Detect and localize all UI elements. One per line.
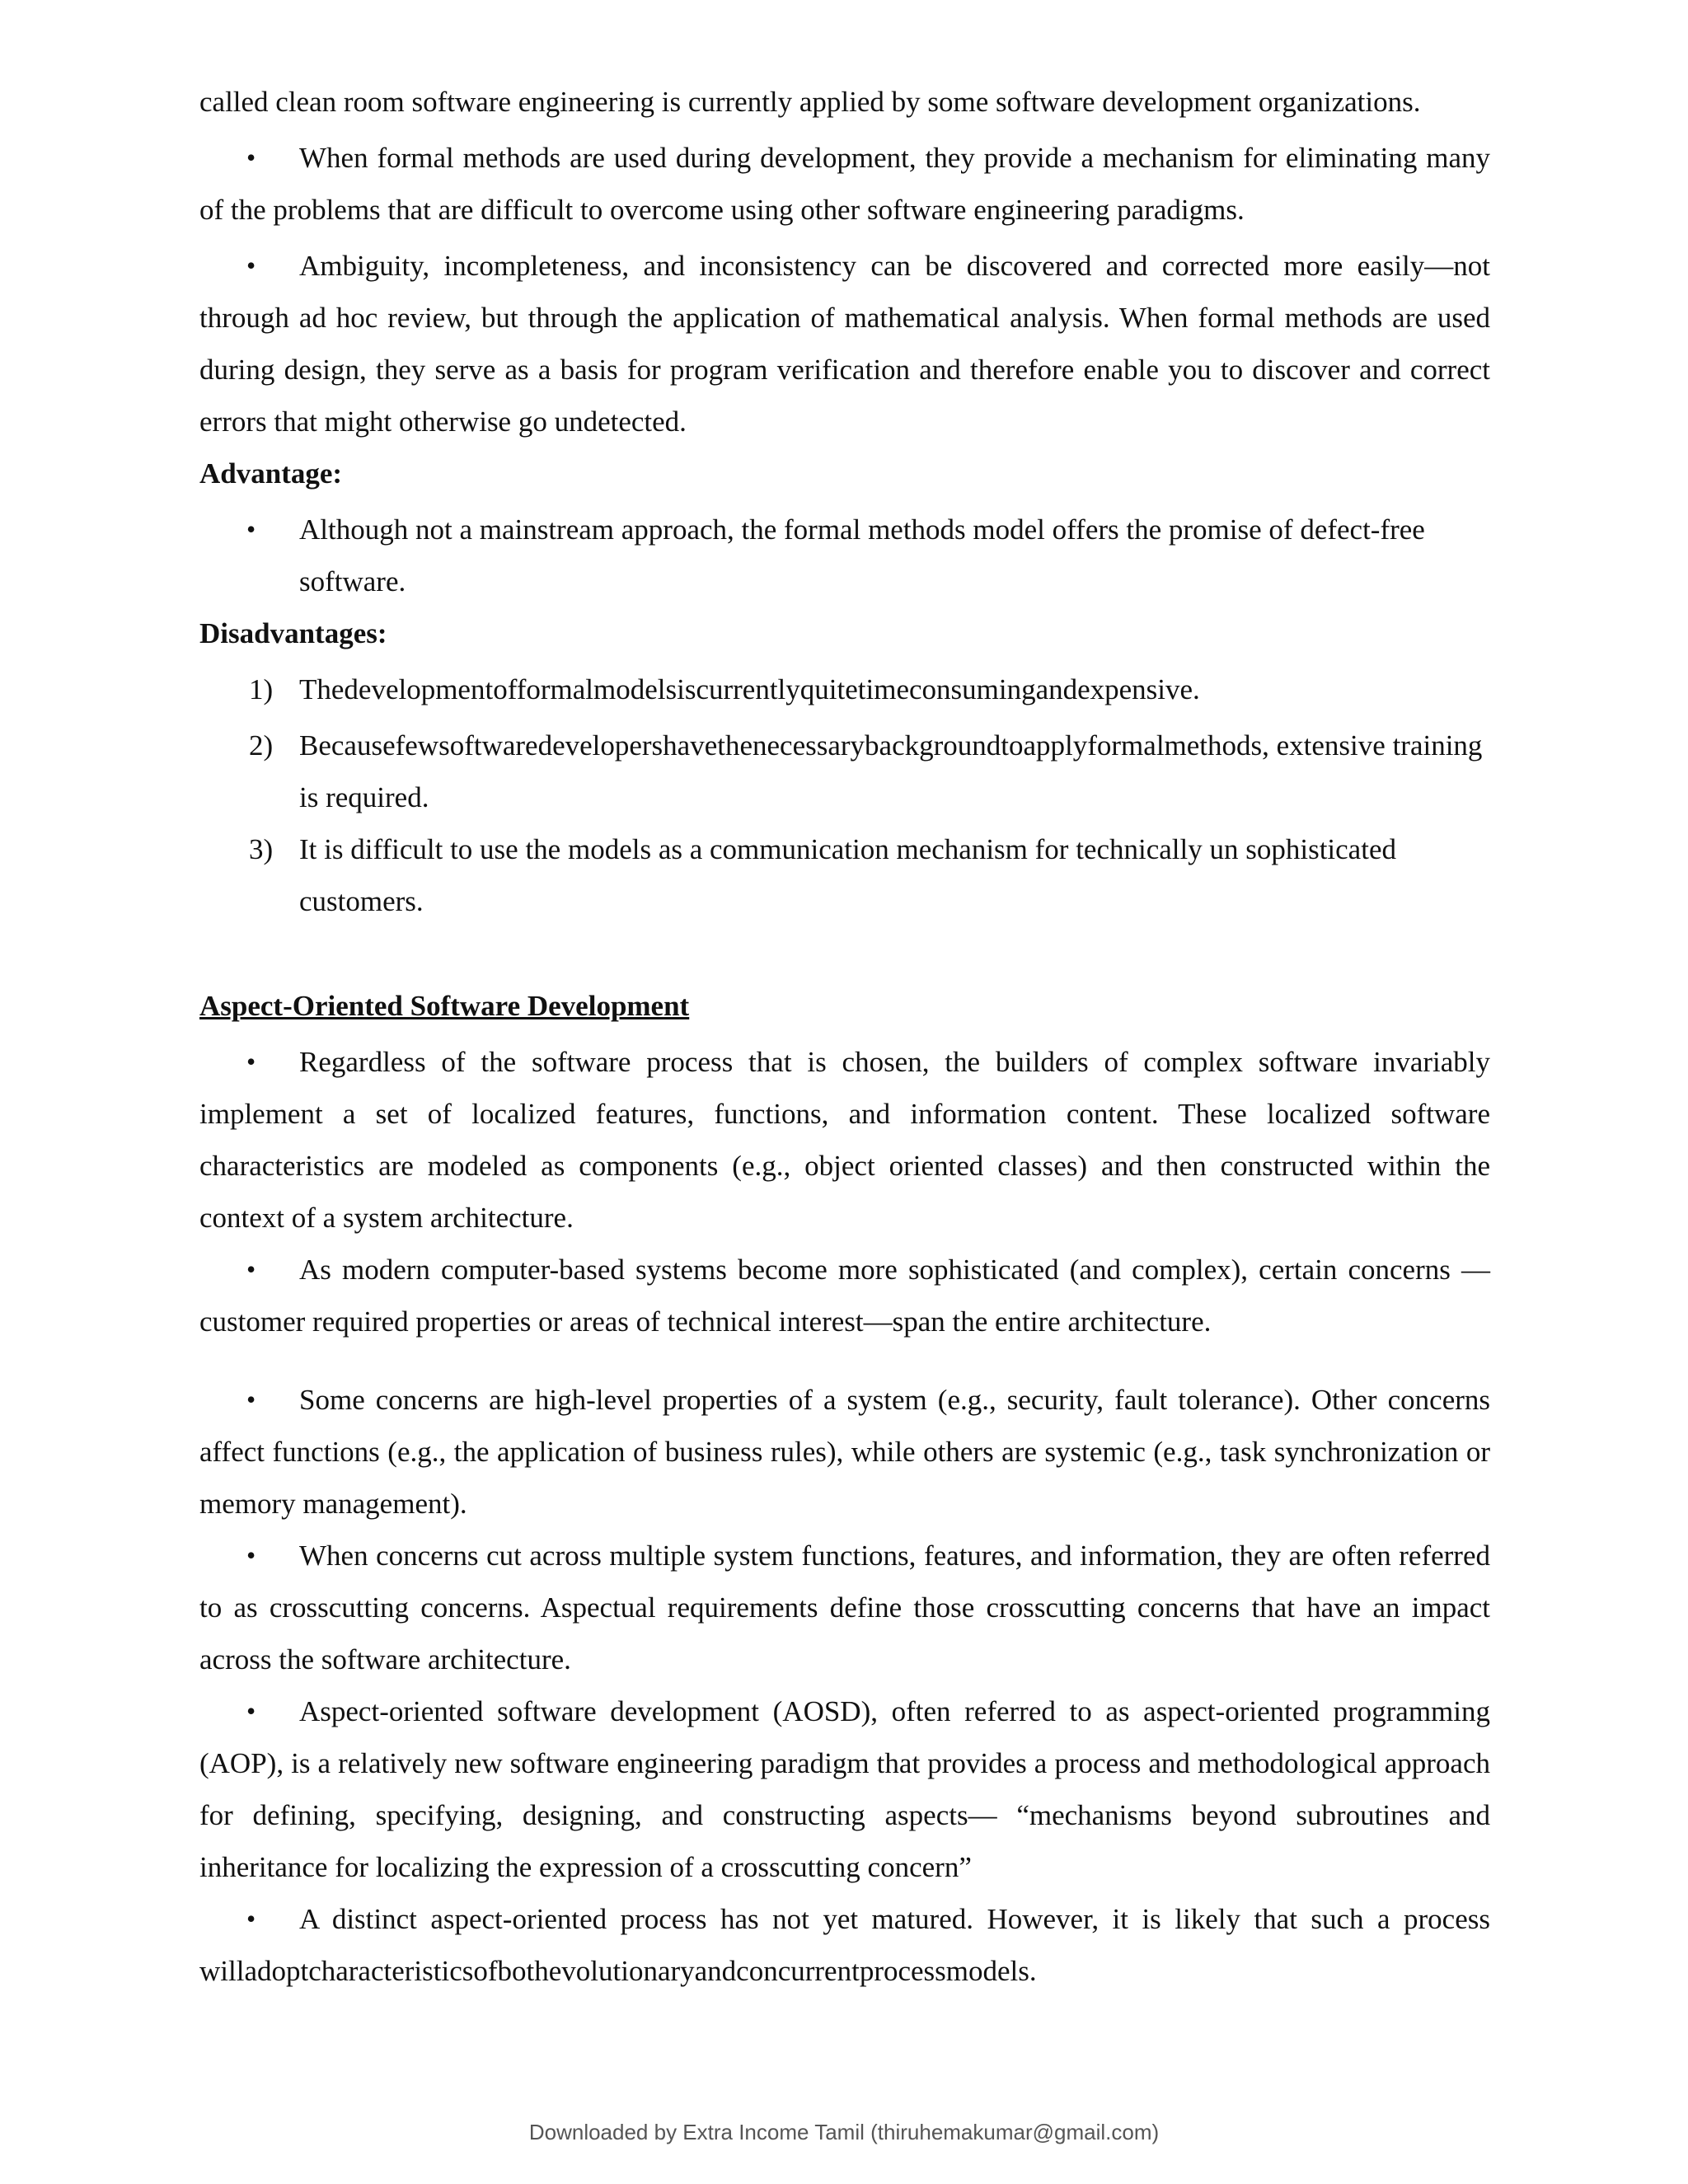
list-item xyxy=(199,1685,1490,1893)
bullet-icon: • xyxy=(246,1904,256,1933)
advantage-label: Advantage: xyxy=(199,457,343,490)
bullet-icon: • xyxy=(246,143,256,172)
list-item xyxy=(199,1893,1490,1997)
list-item xyxy=(199,132,1490,236)
item-number: 2) xyxy=(249,729,274,762)
list-item xyxy=(199,1244,1490,1347)
item-text: It is difficult to use the models as a communication mechanism for technically un sophisticated customers. xyxy=(299,833,1396,917)
bullet-icon: • xyxy=(246,1254,256,1284)
intro-line: called clean room software engineering is currently applied by some software development organizations. xyxy=(199,86,1421,118)
download-footer: Downloaded by Extra Income Tamil (thiruhemakumar@gmail.com) xyxy=(528,2120,1160,2144)
bullet-text: As modern computer-based systems become more sophisticated (and complex), certain concerns —customer required properties or areas of technical interest—span the entire architecture. xyxy=(199,1254,1490,1338)
bullet-text: A distinct aspect-oriented process has not yet matured. However, it is likely that such a process willadoptcharacteristicsofbothevolutionaryandconcurrentprocessmodels. xyxy=(199,1903,1490,1987)
bullet-icon: • xyxy=(246,1696,256,1726)
item-number: 1) xyxy=(249,673,274,705)
item-number: 3) xyxy=(249,833,274,865)
numbered-item xyxy=(199,823,1490,927)
bullet-icon: • xyxy=(246,1385,256,1414)
bullet-text: Aspect-oriented software development (AOSD), often referred to as aspect-oriented programming (AOP), is a relatively new software engineering paradigm that provides a process and methodological approach for defining, specifying, designing, and constructing aspects— “mechanisms beyond subroutines and inheritance for localizing the expression of a crosscutting concern” xyxy=(199,1695,1490,1883)
list-item xyxy=(199,504,1490,607)
bullet-icon: • xyxy=(246,251,256,280)
document-body xyxy=(199,76,1490,1997)
item-text: Becausefewsoftwaredevelopershavethenecessarybackgroundtoapplyformalmethods, extensive training is required. xyxy=(299,729,1483,813)
disadvantages-label: Disadvantages: xyxy=(199,617,387,649)
numbered-item xyxy=(199,719,1490,823)
bullet-text: Ambiguity, incompleteness, and inconsistency can be discovered and corrected more easily—not through ad hoc review, but through the application of mathematical analysis. When formal methods are used during design, they serve as a basis for program verification and therefore enable you to discover and correct errors that might otherwise go undetected. xyxy=(199,250,1490,438)
section-heading: Aspect-Oriented Software Development xyxy=(199,990,690,1022)
bullet-text: Although not a mainstream approach, the formal methods model offers the promise of defect-free software. xyxy=(299,513,1425,598)
numbered-item xyxy=(199,663,1490,715)
bullet-text: Some concerns are high-level properties of a system (e.g., security, fault tolerance). Other concerns affect functions (e.g., the application of business rules), while others are systemic (e.g., task synchronization or memory management). xyxy=(199,1384,1490,1520)
list-item xyxy=(199,1530,1490,1685)
list-item xyxy=(199,1374,1490,1530)
item-text: Thedevelopmentofformalmodelsiscurrentlyquitetimeconsumingandexpensive. xyxy=(299,673,1200,705)
bullet-text: Regardless of the software process that is chosen, the builders of complex software invariably implement a set of localized features, functions, and information content. These localized software characteristics are modeled as components (e.g., object oriented classes) and then constructed within the context of a system architecture. xyxy=(199,1046,1490,1234)
bullet-icon: • xyxy=(246,1047,256,1076)
bullet-text: When concerns cut across multiple system functions, features, and information, they are often referred to as crosscutting concerns. Aspectual requirements define those crosscutting concerns that have an impact across the software architecture. xyxy=(199,1540,1490,1675)
list-item xyxy=(199,240,1490,448)
bullet-text: When formal methods are used during development, they provide a mechanism for eliminating many of the problems that are difficult to overcome using other software engineering paradigms. xyxy=(199,142,1490,226)
list-item xyxy=(199,1036,1490,1244)
bullet-icon: • xyxy=(246,1540,256,1570)
bullet-icon: • xyxy=(246,514,256,544)
